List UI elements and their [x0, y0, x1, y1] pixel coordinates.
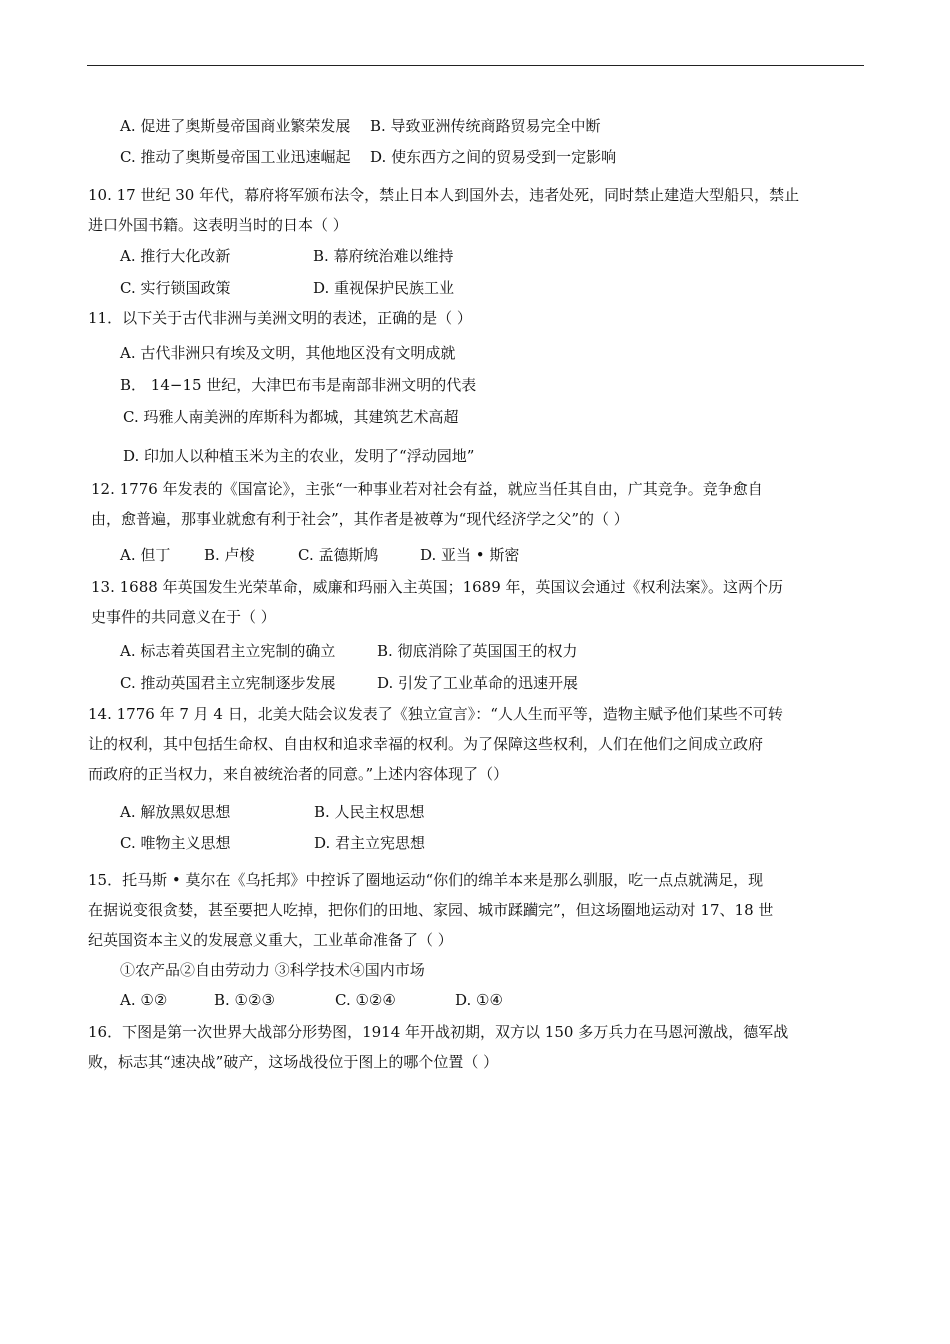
q9-option-d: D. 使东西方之间的贸易受到一定影响 [370, 148, 617, 166]
q14-option-d: D. 君主立宪思想 [314, 834, 426, 852]
q12-option-a: A. 但丁 [120, 546, 171, 564]
q9-options-row1 [120, 116, 601, 136]
q10-option-d: D. 重视保护民族工业 [313, 279, 455, 297]
q14-stem-line3: 而政府的正当权力，来自被统治者的同意。”上述内容体现了（） [88, 765, 509, 783]
q16-stem-line2: 败，标志其“速决战”破产，这场战役位于图上的哪个位置（ ） [88, 1053, 499, 1071]
q10-option-b: B. 幕府统治难以维持 [313, 247, 454, 265]
q12-option-c: C. 孟德斯鸠 [298, 546, 379, 564]
q11-option-c: C. 玛雅人南美洲的库斯科为都城，其建筑艺术高超 [123, 408, 459, 426]
q10-option-a: A. 推行大化改新 [120, 247, 231, 265]
q12-stem-line1: 12. 1776 年发表的《国富论》，主张“一种事业若对社会有益，就应当任其自由，广其竞争。竞争愈自 [91, 480, 763, 498]
q10-stem-line1: 10. 17 世纪 30 年代，幕府将军颁布法令，禁止日本人到国外去，违者处死，同时禁止建造大型船只，禁止 [88, 186, 800, 204]
q10-option-c: C. 实行锁国政策 [120, 279, 231, 297]
q14-option-a: A. 解放黑奴思想 [120, 803, 231, 821]
q9-option-a: A. 促进了奥斯曼帝国商业繁荣发展 [120, 117, 351, 135]
q9-option-b: B. 导致亚洲传统商路贸易完全中断 [369, 117, 601, 135]
q11-stem: 11．以下关于古代非洲与美洲文明的表述，正确的是（ ） [88, 309, 472, 327]
q12-option-b: B. 卢梭 [204, 546, 255, 564]
q14-stem-line2: 让的权利，其中包括生命权、自由权和追求幸福的权利。为了保障这些权利，人们在他们之间成立政府 [88, 735, 764, 753]
q13-option-b: B. 彻底消除了英国国王的权力 [377, 642, 578, 660]
q14-option-c: C. 唯物主义思想 [120, 834, 231, 852]
q12-stem-line2: 由，愈普遍，那事业就愈有利于社会”，其作者是被尊为“现代经济学之父”的（ ） [91, 510, 629, 528]
q15-option-d: D. ①④ [455, 991, 503, 1009]
q13-option-d: D. 引发了工业革命的迅速开展 [377, 674, 579, 692]
q14-option-b: B. 人民主权思想 [314, 803, 425, 821]
q13-option-a: A. 标志着英国君主立宪制的确立 [120, 642, 336, 660]
q14-stem-line1: 14. 1776 年 7 月 4 日，北美大陆会议发表了《独立宣言》：“人人生而平等，造物主赋予他们某些不可转 [88, 705, 783, 723]
q13-stem-line2: 史事件的共同意义在于（ ） [91, 608, 276, 626]
q10-stem-line2: 进口外国书籍。这表明当时的日本（ ） [88, 216, 348, 234]
q15-option-a: A. ①② [120, 991, 168, 1009]
q9-options-row2 [120, 147, 616, 167]
q15-option-c: C. ①②④ [335, 991, 396, 1009]
q16-stem-line1: 16．下图是第一次世界大战部分形势图，1914 年开战初期，双方以 150 多万兵力在马恩河激战，德军战 [88, 1023, 789, 1041]
q15-stem-line2: 在据说变很贪婪，甚至要把人吃掉，把你们的田地、家园、城市蹂躏完”，但这场圈地运动对 17、18 世 [88, 901, 774, 919]
q9-option-c: C. 推动了奥斯曼帝国工业迅速崛起 [120, 148, 351, 166]
q15-stem-line1: 15．托马斯 • 莫尔在《乌托邦》中控诉了圈地运动“你们的绵羊本来是那么驯服，吃一点点就满足，现 [88, 871, 764, 889]
q11-option-b: B． 14−15 世纪，大津巴布韦是南部非洲文明的代表 [120, 376, 477, 394]
q11-option-a: A. 古代非洲只有埃及文明，其他地区没有文明成就 [120, 344, 456, 362]
q15-items: ①农产品②自由劳动力 ③科学技术④国内市场 [120, 961, 425, 979]
q15-option-b: B. ①②③ [214, 991, 275, 1009]
q13-option-c: C. 推动英国君主立宪制逐步发展 [120, 674, 336, 692]
q13-stem-line1: 13. 1688 年英国发生光荣革命，威廉和玛丽入主英国；1689 年，英国议会通过《权利法案》。这两个历 [91, 578, 784, 596]
q15-stem-line3: 纪英国资本主义的发展意义重大，工业革命准备了（ ） [88, 931, 453, 949]
q11-option-d: D. 印加人以种植玉米为主的农业，发明了“浮动园地” [123, 447, 475, 465]
q12-option-d: D. 亚当 • 斯密 [420, 546, 520, 564]
